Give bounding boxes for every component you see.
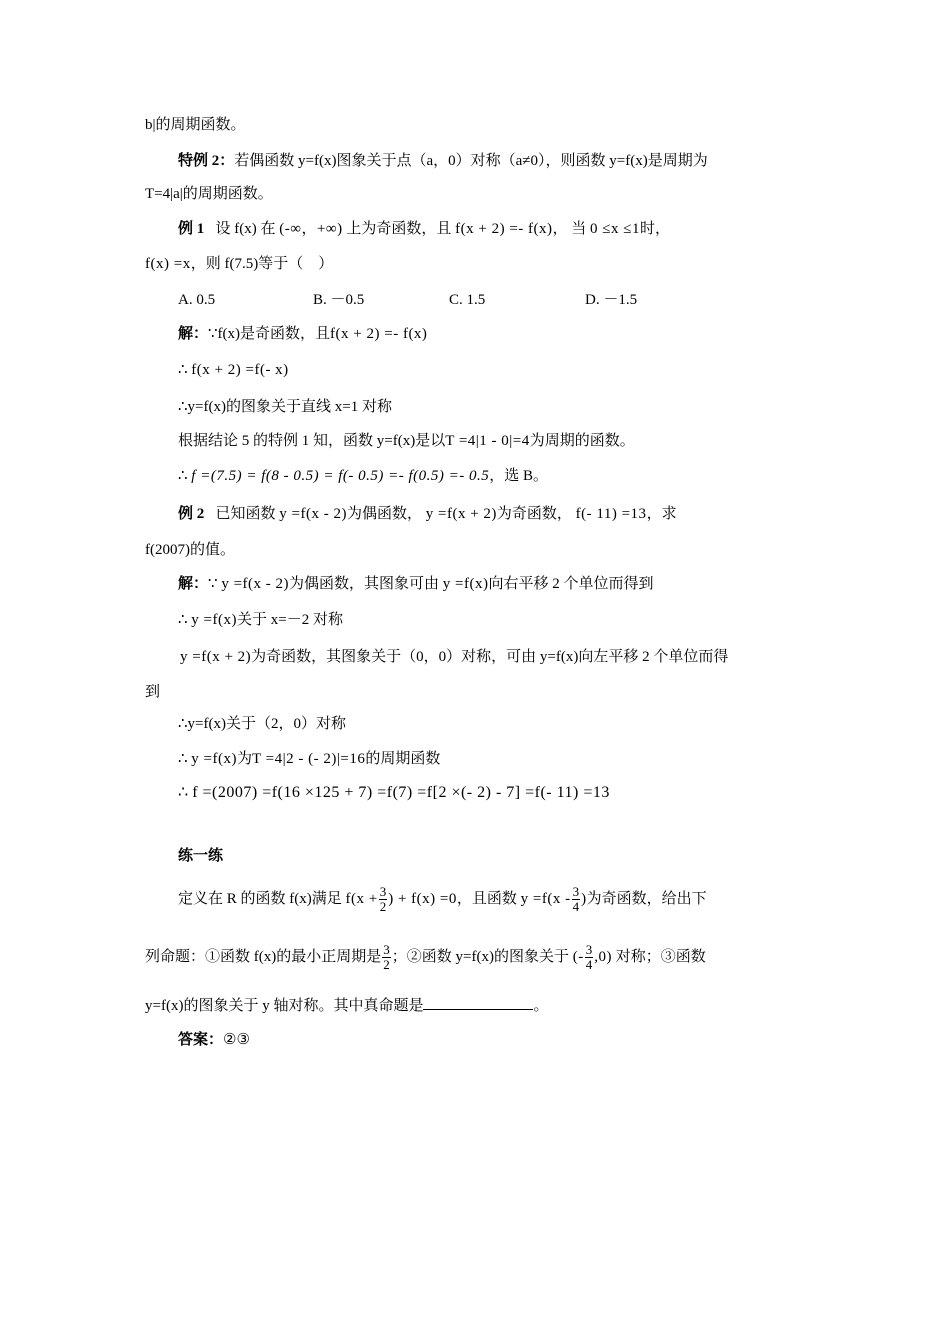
fraction (379, 885, 388, 914)
fraction-denominator: 4 (585, 957, 593, 973)
math-expr: y =f(x - 2) (221, 576, 290, 592)
math-expr: f(x) =x (145, 256, 191, 272)
example-1-text: 上为奇函数，且 (346, 221, 452, 237)
practice-line-1 (178, 882, 707, 916)
solution-text: 关于 x=－2 对称 (237, 612, 343, 628)
solution-text: 的周期函数 (365, 751, 441, 767)
solution-text: 为 (237, 751, 253, 767)
example-2-line-2: f(2007)的值。 (145, 542, 235, 558)
math-expr: y =f(x + 2) (425, 506, 497, 522)
practice-text: ，且函数 (456, 891, 517, 907)
therefore-symbol: ∴ (178, 362, 188, 378)
fraction (585, 943, 594, 972)
example-2-text: 为偶函数， (346, 506, 422, 522)
solution-2 (178, 574, 654, 594)
practice-text: 。 (533, 998, 549, 1014)
example-2-label: 例 2 (178, 506, 205, 522)
math-expr: f(x + (345, 891, 378, 907)
math-expr: y =f(x) (191, 751, 237, 767)
example-1 (178, 219, 670, 239)
solution-1-line-5 (178, 466, 548, 486)
example-1-label: 例 1 (178, 221, 205, 237)
practice-text: 定义在 R 的函数 f(x)满足 (178, 891, 342, 907)
fraction (572, 885, 581, 914)
option-c: C. 1.5 (449, 292, 486, 308)
solution-text: 为偶函数，其图象可由 (289, 576, 440, 592)
example-1-text: ， 当 (552, 221, 587, 237)
math-expr: f(- 11) =13 (575, 506, 647, 522)
math-expr: ) (581, 891, 587, 907)
example-1-text: 时， (640, 221, 671, 237)
special-case-2-label: 特例 2： (178, 153, 235, 169)
math-expr: y =f(x) (442, 576, 489, 592)
math-expr: y =f(x + 2) (180, 649, 252, 665)
math-expr: ,0) (594, 949, 612, 965)
therefore-symbol: ∴ (178, 468, 188, 484)
solution-text: ，选 B。 (489, 468, 549, 484)
practice-text: y=f(x)的图象关于 y 轴对称。其中真命题是 (145, 998, 424, 1014)
option-d: D. －1.5 (585, 292, 638, 308)
math-expr: f =(2007) =f(16 ×125 + 7) =f(7) =f[2 ×(- 2) - 7] =f(- 11) =13 (192, 784, 610, 801)
math-expr: y =f(x) (191, 612, 237, 628)
solution-2-line-3 (180, 647, 728, 667)
math-expr: f(x + 2) =- f(x) (455, 221, 553, 237)
solution-1 (178, 324, 427, 344)
therefore-symbol: ∴ (178, 751, 188, 767)
example-2-text: 为奇函数， (496, 506, 572, 522)
option-b: B. －0.5 (313, 292, 365, 308)
solution-text: 为周期的函数。 (529, 433, 635, 449)
solution-label: 解： (178, 326, 209, 342)
math-expr: f(x + 2) =f(- x) (191, 362, 289, 378)
math-expr: 0 ≤x ≤1 (590, 221, 640, 237)
math-expr: y =f(x - (520, 891, 571, 907)
practice-text: ；②函数 y=f(x)的图象关于 (391, 949, 569, 965)
answer-label: 答案： (178, 1032, 224, 1048)
solution-text: 根据结论 5 的特例 1 知，函数 y=f(x)是以 (178, 433, 446, 449)
math-expr: T =4|1 - 0|=4 (445, 433, 530, 449)
answer-text: ②③ (223, 1032, 250, 1048)
solution-1-line-3: ∴y=f(x)的图象关于直线 x=1 对称 (178, 399, 392, 415)
answer-blank (423, 995, 533, 1010)
example-1-text: 设 f(x) 在 (215, 221, 276, 237)
option-a: A. 0.5 (178, 292, 216, 308)
solution-2-line-7 (178, 783, 610, 803)
math-expr: f =(7.5) = f(8 - 0.5) = f(- 0.5) =- f(0.5) =- 0.5 (191, 468, 490, 484)
math-expr: ) + f(x) =0 (388, 891, 457, 907)
practice-text: 列命题：①函数 f(x)的最小正周期是 (145, 949, 382, 965)
fraction-numerator: 3 (379, 884, 387, 900)
fraction-numerator: 3 (585, 942, 593, 958)
practice-text: 对称；③函数 (615, 949, 706, 965)
text-line-1: b|的周期函数。 (145, 117, 246, 133)
special-case-2 (178, 151, 708, 171)
solution-2-line-2 (178, 610, 343, 630)
fraction-denominator: 2 (379, 899, 387, 915)
solution-2-line-5: ∴y=f(x)关于（2，0）对称 (178, 716, 346, 732)
practice-title: 练一练 (178, 848, 224, 864)
solution-1-line-2 (178, 360, 289, 380)
fraction-denominator: 2 (383, 957, 390, 973)
math-expr: f(x + 2) =- f(x) (330, 326, 428, 342)
math-expr: (-∞，+∞) (279, 221, 343, 237)
solution-2-line-6 (178, 749, 440, 769)
fraction-denominator: 4 (572, 899, 580, 915)
practice-line-3 (145, 995, 548, 1016)
example-1-line-2 (145, 254, 333, 274)
practice-line-2 (145, 940, 706, 974)
because-symbol: ∵ (208, 576, 218, 592)
solution-text: ∵f(x)是奇函数，且 (208, 326, 331, 342)
solution-label: 解： (178, 576, 209, 592)
therefore-symbol: ∴ (178, 784, 189, 801)
example-2-text: 已知函数 (215, 506, 276, 522)
solution-2-line-4: 到 (145, 684, 161, 700)
therefore-symbol: ∴ (178, 612, 188, 628)
math-expr: y =f(x - 2) (279, 506, 347, 522)
example-2 (178, 504, 677, 524)
special-case-2-text: 若偶函数 y=f(x)图象关于点（a，0）对称（a≠0），则函数 y=f(x)是周期为 (234, 153, 708, 169)
practice-text: 为奇函数，给出下 (586, 891, 707, 907)
fraction (382, 943, 391, 972)
answer-line (178, 1030, 250, 1050)
example-1-text: ，则 f(7.5)等于（ ） (190, 256, 334, 272)
solution-text: 向右平移 2 个单位而得到 (488, 576, 654, 592)
math-expr: T =4|2 - (- 2)|=16 (252, 751, 366, 767)
fraction-numerator: 3 (383, 942, 390, 958)
math-expr: (- (572, 949, 584, 965)
text-line-3: T=4|a|的周期函数。 (145, 186, 273, 202)
solution-text: 为奇函数，其图象关于（0，0）对称，可由 y=f(x)向左平移 2 个单位而得 (251, 649, 729, 665)
fraction-numerator: 3 (572, 884, 580, 900)
example-2-text: ，求 (646, 506, 677, 522)
solution-1-line-4 (178, 431, 635, 451)
